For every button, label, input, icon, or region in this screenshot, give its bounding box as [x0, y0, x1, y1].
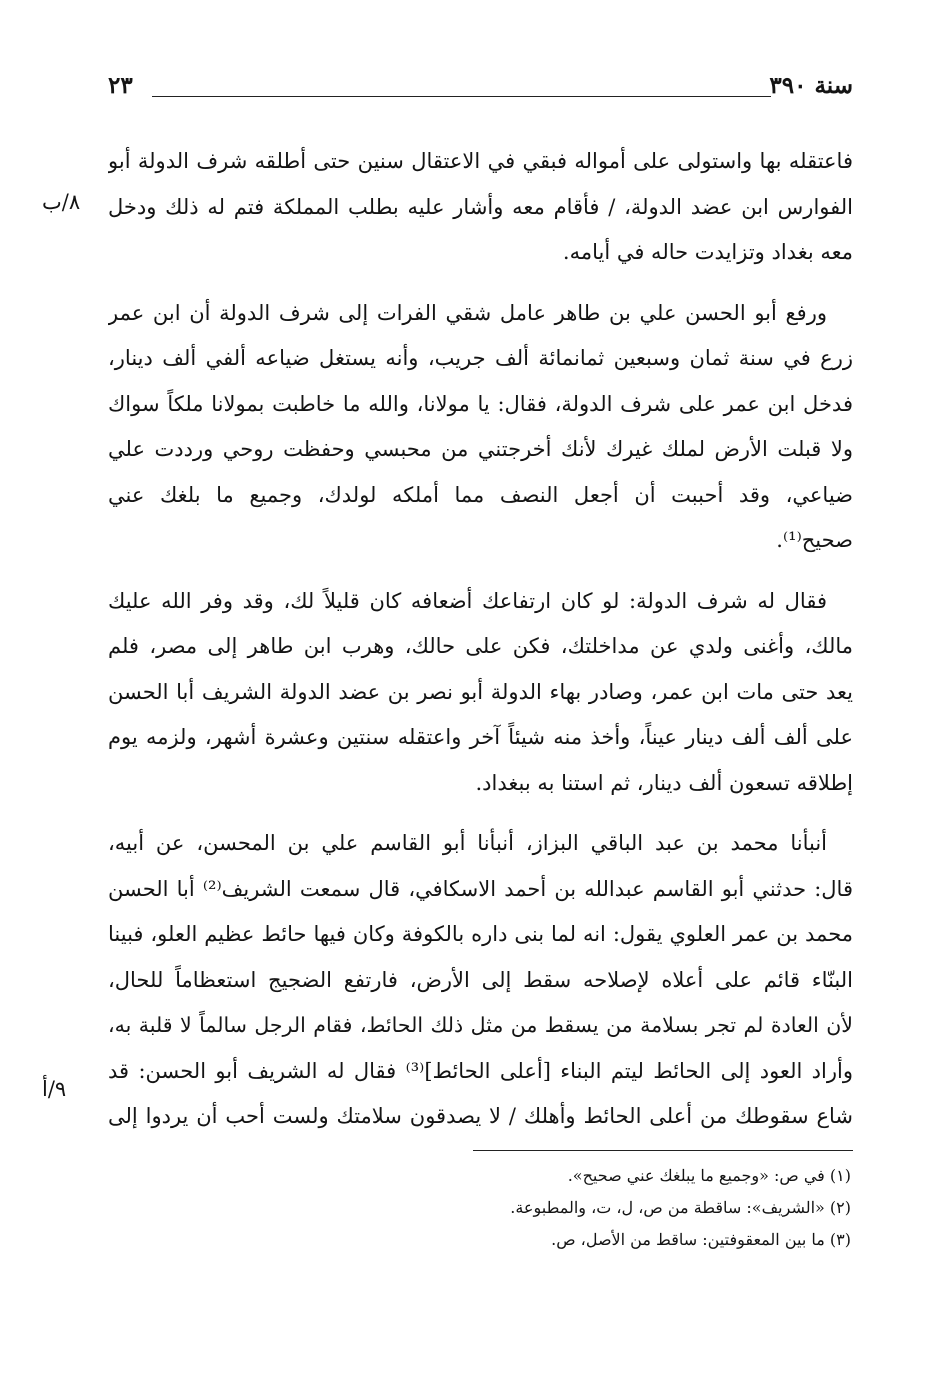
text-line: يعد حتى مات ابن عمر، وصادر بهاء الدولة أبو نصر بن عضد الدولة الشريف أبا الحسن [108, 679, 853, 704]
text-line: شاع سقوطك من أعلى الحائط وأهلك / لا يصدقون سلامتك ولست أحب أن يردوا إلى [108, 1104, 853, 1128]
paragraph [108, 291, 853, 564]
paragraph [108, 139, 853, 276]
text-line: صحيح⁽¹⁾. [776, 528, 853, 552]
header-rule [152, 96, 771, 97]
text-line: زرع في سنة ثمان وسبعين ثمانمائة ألف جريب، وأنه يستغل ضياعه ألفي ألف دينار، [108, 346, 853, 370]
text-line: محمد بن عمر العلوي يقول: انه لما بنى داره بالكوفة وكان فيها حائط عظيم العلو، فبينا [108, 922, 853, 946]
text-line: فاعتقله بها واستولى على أمواله فبقي في الاعتقال سنين حتى أطلقه شرف الدولة أبو [108, 149, 853, 173]
text-line: قال: حدثني أبو القاسم عبدالله بن أحمد الاسكافي، قال سمعت الشريف⁽²⁾ أبا الحسن [108, 876, 853, 901]
paragraph [108, 579, 853, 807]
text-line: إطلاقه تسعون ألف دينار، ثم استنا به ببغداد. [475, 770, 853, 795]
footnotes [151, 1160, 851, 1256]
footnote-rule [473, 1150, 853, 1151]
margin-folio-note: ٨/ب [42, 190, 81, 214]
main-text [108, 139, 853, 1155]
text-line: معه بغداد وتزايدت حاله في أيامه. [562, 240, 853, 264]
text-line: البنّاء قائم على أعلاه لإصلاحه سقط إلى الأرض، فارتفع الضجيج استعظاماً للحال، [108, 967, 853, 992]
footnote: (١) في ص: «وجميع ما يبلغك عني صحيح». [567, 1166, 851, 1185]
text-line: الفوارس ابن عضد الدولة، / فأقام معه وأشار عليه بطلب المملكة فتم له ذلك ودخل [108, 194, 853, 219]
header-year: سنة ٣٩٠ [769, 72, 853, 99]
text-line: لأن العادة لم تجر بسلامة من يسقط من مثل ذلك الحائط، فقام الرجل سالماً لا قلبة به، [108, 1013, 853, 1037]
text-line: ولا قبلت الأرض لملك غيرك لأنك أخرجتني من محبسي وحفظت روحي ورددت علي [108, 437, 853, 461]
text-line: أنبأنا محمد بن عبد الباقي البزاز، أنبأنا أبو القاسم علي بن المحسن، عن أبيه، [108, 831, 827, 855]
footnote: (٣) ما بين المعقوفتين: ساقط من الأصل، ص. [551, 1230, 851, 1249]
text-line: فدخل ابن عمر على شرف الدولة، فقال: يا مولانا، والله ما خاطبت بمولانا ملكاً سواك [108, 391, 853, 416]
text-line: فقال له شرف الدولة: لو كان ارتفاعك أضعافه كان قليلاً لك، وقد وفر الله عليك [108, 588, 827, 613]
text-line: وأراد العود إلى الحائط ليتم البناء [أعلى الحائط]⁽³⁾ فقال له الشريف أبو الحسن: قد [108, 1058, 853, 1083]
running-header [108, 72, 853, 112]
footnote: (٢) «الشريف»: ساقطة من ص، ل، ت، والمطبوعة. [510, 1198, 851, 1217]
text-line: ورفع أبو الحسن علي بن طاهر عامل شقي الفرات إلى شرف الدولة أن ابن عمر [108, 300, 827, 325]
text-line: على ألف ألف دينار عيناً، وأخذ منه شيئاً آخر واعتقله سنتين وعشرة أشهر، ولزمه يوم [108, 725, 853, 749]
text-line: ضياعي، وقد أحببت أن أجعل النصف مما أملكه لولدك، وجميع ما بلغك عني [108, 482, 853, 507]
margin-folio-note: ٩/أ [42, 1077, 67, 1101]
page-number: ٢٣ [108, 72, 133, 99]
paragraph [108, 821, 853, 1140]
text-line: مالك، وأغنى ولدي عن مداخلتك، فكن على حالك، وهرب ابن طاهر إلى مصر، فلم [108, 634, 853, 658]
